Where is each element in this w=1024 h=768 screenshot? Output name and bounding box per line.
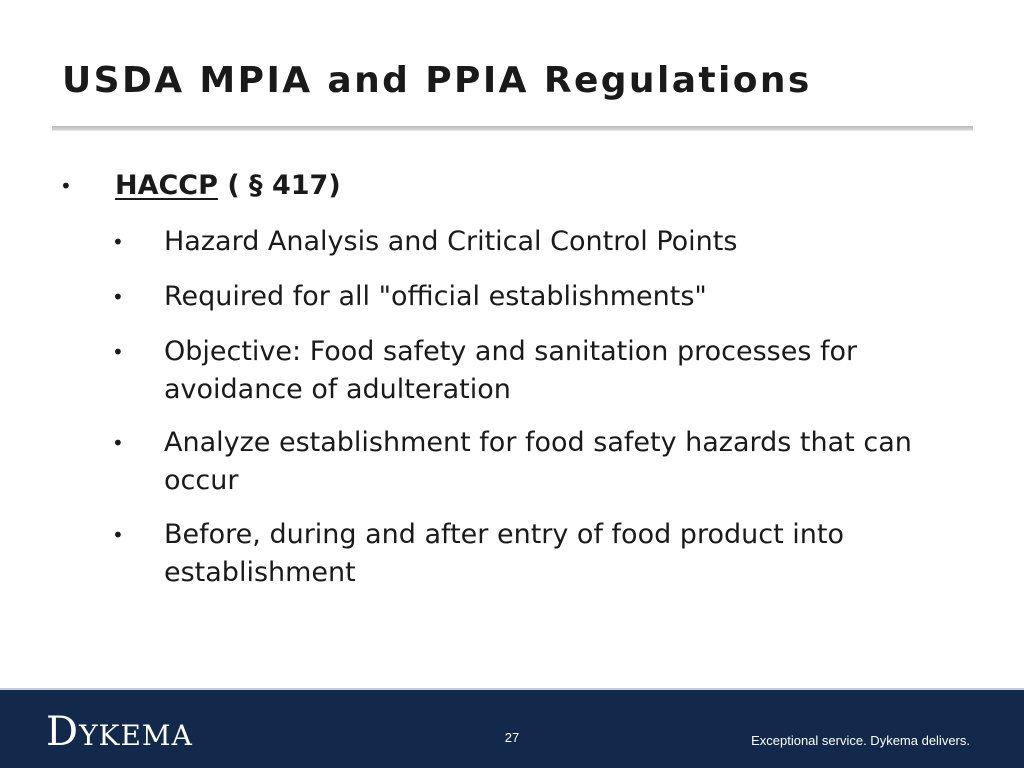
haccp-term: HACCP (115, 170, 218, 201)
sub-point-text: Hazard Analysis and Critical Control Points (164, 226, 738, 257)
dykema-logo: Dykema (46, 709, 193, 755)
section-reference: ( § 417) (217, 170, 341, 201)
sub-point-text: Required for all "official establishments" (164, 281, 707, 312)
title-divider (52, 126, 973, 131)
bullet-marker: • (112, 230, 124, 254)
sub-point-text: Objective: Food safety and sanitation processes for avoidance of adulteration (164, 336, 858, 405)
page-number: 27 (504, 730, 520, 745)
bullet-marker: • (112, 431, 124, 455)
sub-point-text: Analyze establishment for food safety hazards that can occur (164, 427, 912, 496)
footer-bar (0, 688, 1024, 768)
footer-tagline: Exceptional service. Dykema delivers. (751, 733, 970, 748)
sub-point-text: Before, during and after entry of food product into establishment (164, 519, 844, 588)
bullet-marker: • (112, 285, 124, 309)
bullet-marker: • (60, 174, 72, 198)
bullet-marker: • (112, 340, 124, 364)
slide-title: USDA MPIA and PPIA Regulations (62, 60, 812, 101)
main-point-heading (115, 170, 341, 201)
bullet-marker: • (112, 523, 124, 547)
